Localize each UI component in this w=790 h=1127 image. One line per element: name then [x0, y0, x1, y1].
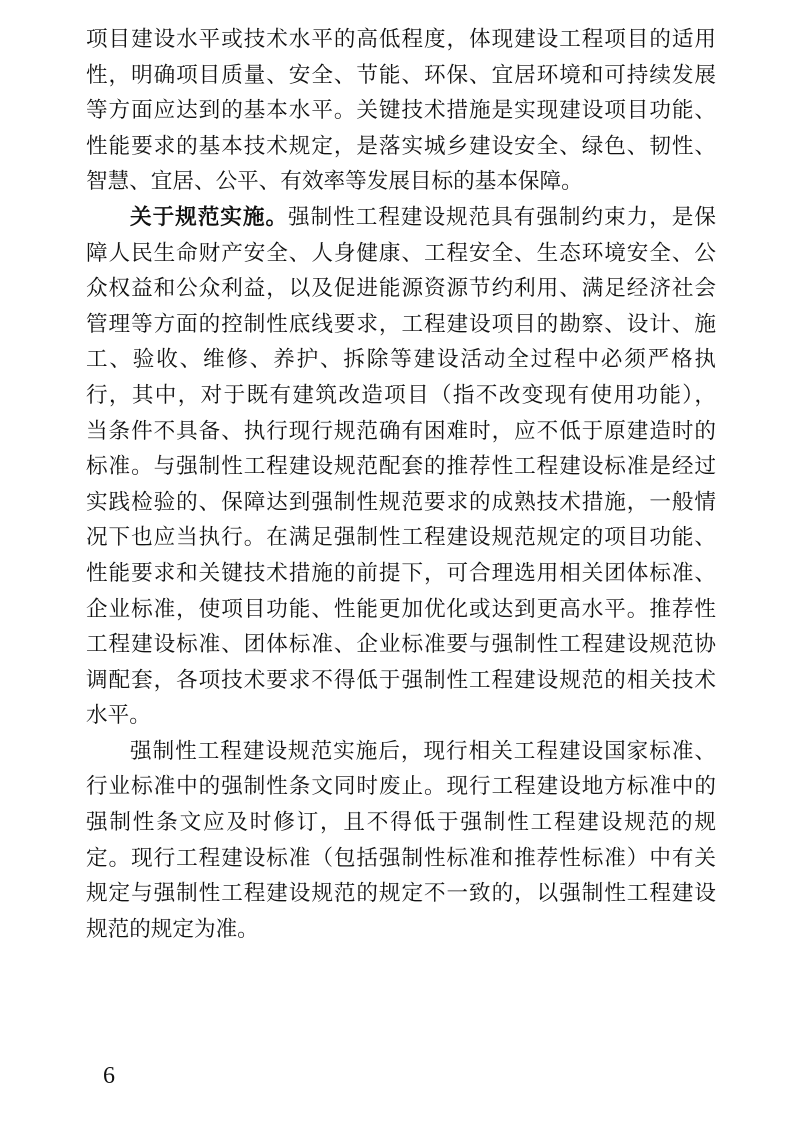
text-line: 调配套，各项技术要求不得低于强制性工程建设规范的相关技术	[86, 667, 716, 693]
text-line: 况下也应当执行。在满足强制性工程建设规范规定的项目功能、	[86, 525, 716, 551]
document-body	[86, 22, 716, 947]
text-line: 众权益和公众利益，以及促进能源资源节约利用、满足经济社会	[86, 276, 716, 302]
text-line: 项目建设水平或技术水平的高低程度，体现建设工程项目的适用	[86, 27, 716, 52]
text-line: 障人民生命财产安全、人身健康、工程安全、生态环境安全、公	[86, 240, 716, 266]
text-line: 实践检验的、保障达到强制性规范要求的成熟技术措施，一般情	[86, 489, 716, 515]
text-line: 行业标准中的强制性条文同时废止。现行工程建设地方标准中的	[86, 774, 716, 800]
text-line: 工、验收、维修、养护、拆除等建设活动全过程中必须严格执	[86, 347, 716, 373]
text-line	[86, 200, 716, 236]
text-line: 水平。	[86, 703, 151, 729]
text-line: 性，明确项目质量、安全、节能、环保、宜居环境和可持续发展	[86, 62, 716, 88]
text-line: 规范的规定为准。	[86, 916, 259, 942]
text-run: 强制性工程建设规范具有强制约束力，是保	[288, 204, 716, 230]
text-line: 工程建设标准、团体标准、企业标准要与强制性工程建设规范协	[86, 632, 716, 658]
text-line: 定。现行工程建设标准（包括强制性标准和推荐性标准）中有关	[86, 845, 716, 871]
text-line: 强制性工程建设规范实施后，现行相关工程建设国家标准、	[130, 738, 716, 764]
paragraph-2	[86, 200, 716, 734]
text-line: 当条件不具备、执行现行规范确有困难时，应不低于原建造时的	[86, 418, 716, 444]
text-line: 等方面应达到的基本水平。关键技术措施是实现建设项目功能、	[86, 98, 716, 124]
text-line: 性能要求的基本技术规定，是落实城乡建设安全、绿色、韧性、	[86, 133, 716, 159]
section-heading: 关于规范实施。	[130, 204, 289, 230]
text-line: 性能要求和关键技术措施的前提下，可合理选用相关团体标准、	[86, 560, 716, 586]
page-number: 6	[103, 1063, 115, 1089]
text-line: 行，其中，对于既有建筑改造项目（指不改变现有使用功能），	[86, 382, 716, 408]
paragraph-1	[86, 22, 716, 200]
text-line: 智慧、宜居、公平、有效率等发展目标的基本保障。	[86, 169, 583, 195]
text-line: 企业标准，使项目功能、性能更加优化或达到更高水平。推荐性	[86, 596, 716, 622]
text-line: 规定与强制性工程建设规范的规定不一致的，以强制性工程建设	[86, 881, 716, 907]
text-line: 管理等方面的控制性底线要求，工程建设项目的勘察、设计、施	[86, 311, 716, 337]
paragraph-3	[86, 734, 716, 948]
text-line: 标准。与强制性工程建设规范配套的推荐性工程建设标准是经过	[86, 454, 716, 480]
text-line: 强制性条文应及时修订，且不得低于强制性工程建设规范的规	[86, 810, 716, 836]
